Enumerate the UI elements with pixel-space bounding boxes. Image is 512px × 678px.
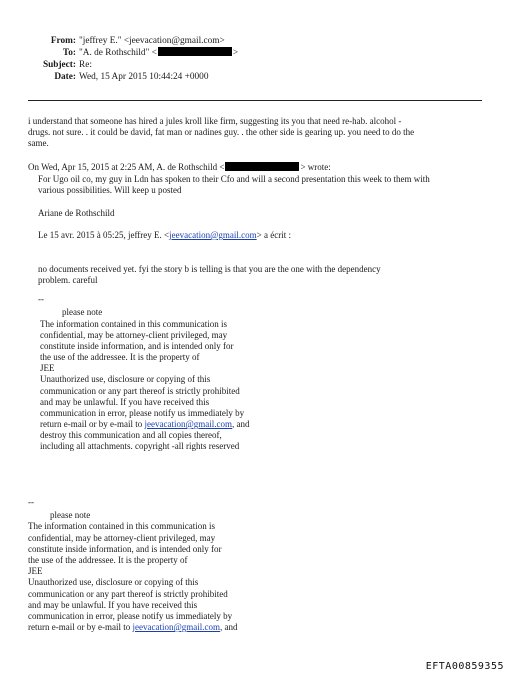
- document-id: EFTA00859355: [425, 661, 504, 672]
- disclaimer-line: JEE: [40, 363, 55, 373]
- disclaimer-line: communication or any part thereof is strictly prohibited: [28, 589, 228, 599]
- disclaimer-line: constitute inside information, and is intended only for: [28, 544, 222, 554]
- email-link[interactable]: jeevacation@gmail.com: [144, 419, 232, 429]
- redaction-box: [225, 162, 299, 171]
- separator: --: [28, 497, 34, 507]
- please-note: please note: [50, 510, 91, 520]
- separator: --: [38, 294, 44, 304]
- disclaimer-line: confidential, may be attorney-client privileged, may: [40, 330, 228, 340]
- header-divider: [28, 100, 482, 101]
- disclaimer-line: JEE: [28, 566, 43, 576]
- date-label: Date:: [54, 72, 76, 82]
- disclaimer-line: Unauthorized use, disclosure or copying of this: [40, 374, 211, 384]
- disclaimer-line: communication in error, please notify us immediately by: [40, 408, 245, 418]
- signature: Ariane de Rothschild: [38, 208, 115, 218]
- from-value: "jeffrey E." <jeevacation@gmail.com>: [79, 36, 225, 46]
- quote-line: For Ugo oil co, my guy in Ldn has spoken to their Cfo and will a second presentation this week to them with: [38, 174, 430, 184]
- quote-line: problem. careful: [38, 275, 98, 285]
- redaction-box: [158, 47, 232, 56]
- disclaimer-line: and may be unlawful. If you have received this: [28, 600, 198, 610]
- disclaimer-line: communication or any part thereof is strictly prohibited: [40, 386, 240, 396]
- quote-line: no documents received yet. fyi the story b is telling is that you are the one with the dependency: [38, 264, 381, 274]
- quote-line: various possibilities. Will keep u posted: [38, 185, 182, 195]
- disclaimer-line: confidential, may be attorney-client privileged, may: [28, 533, 216, 543]
- subject-row: [0, 59, 92, 71]
- to-row: [0, 47, 238, 59]
- disclaimer-line: The information contained in this communication is: [40, 319, 227, 329]
- disclaimer-line: constitute inside information, and is intended only for: [40, 341, 234, 351]
- subject-label: Subject:: [42, 60, 76, 70]
- subject-value: Re:: [79, 60, 92, 70]
- disclaimer-line: the use of the addressee. It is the property of: [40, 352, 200, 362]
- disclaimer-line: return e-mail or by e-mail to jeevacation@gmail.com, and: [40, 419, 250, 429]
- date-row: [0, 71, 208, 83]
- to-label: To:: [62, 48, 76, 58]
- disclaimer-line: Unauthorized use, disclosure or copying of this: [28, 577, 199, 587]
- body-line: same.: [28, 138, 49, 148]
- disclaimer-line: the use of the addressee. It is the property of: [28, 555, 188, 565]
- to-value: "A. de Rothschild" <: [79, 48, 157, 58]
- from-row: [0, 35, 225, 47]
- disclaimer-line: including all attachments. copyright -all rights reserved: [40, 441, 240, 451]
- quote-header: On Wed, Apr 15, 2015 at 2:25 AM, A. de Rothschild < > wrote:: [28, 162, 331, 172]
- email-link[interactable]: jeevacation@gmail.com: [169, 230, 257, 240]
- email-link[interactable]: jeevacation@gmail.com: [132, 622, 220, 632]
- body-line: drugs. not sure. . it could be david, fat man or nadines guy. . the other side is gearing up. you need to do the: [28, 127, 415, 137]
- quote-header-2: Le 15 avr. 2015 à 05:25, jeffrey E. <jeevacation@gmail.com> a écrit :: [38, 230, 291, 240]
- disclaimer-line: communication in error, please notify us immediately by: [28, 611, 233, 621]
- disclaimer-line: return e-mail or by e-mail to jeevacation@gmail.com, and: [28, 622, 238, 632]
- disclaimer-line: The information contained in this communication is: [28, 521, 215, 531]
- disclaimer-line: destroy this communication and all copies thereof,: [40, 430, 222, 440]
- to-end: >: [232, 48, 239, 58]
- please-note: please note: [62, 307, 103, 317]
- disclaimer-line: and may be unlawful. If you have received this: [40, 397, 210, 407]
- date-value: Wed, 15 Apr 2015 10:44:24 +0000: [79, 72, 209, 82]
- from-label: From:: [50, 36, 76, 46]
- body-line: i understand that someone has hired a jules kroll like firm, suggesting its you that need re-hab. alcohol -: [28, 116, 402, 126]
